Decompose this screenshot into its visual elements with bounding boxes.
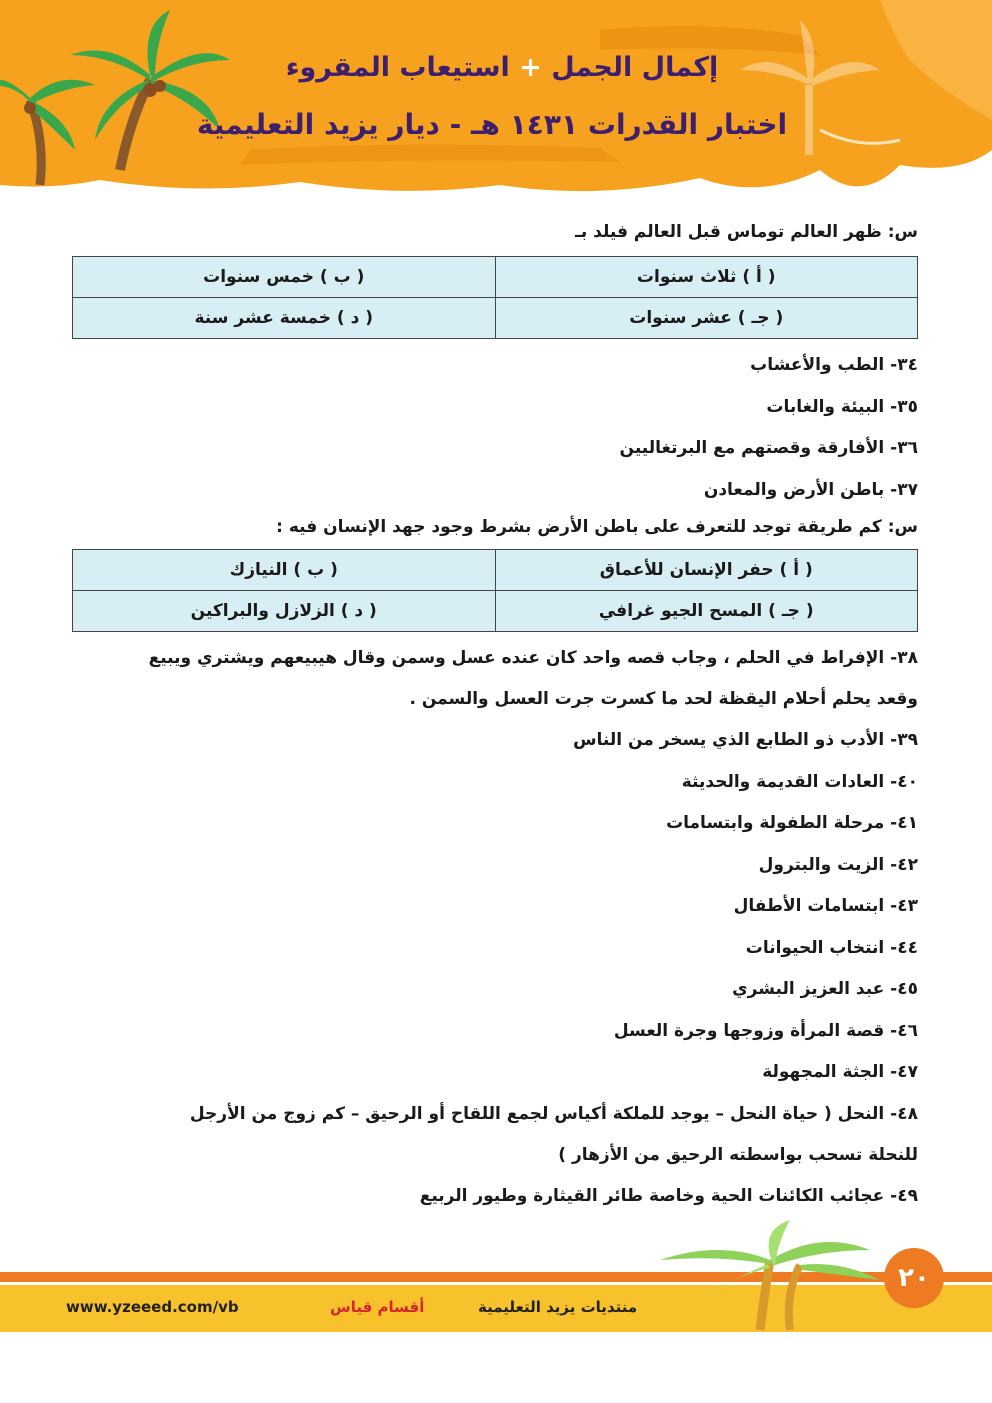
- header-banner: [0, 0, 992, 200]
- list-item: ٤٥- عبد العزيز البشري: [732, 979, 918, 999]
- footer: [0, 1220, 992, 1340]
- list-item: ٤٤- انتخاب الحيوانات: [745, 937, 918, 958]
- list-item: ٤١- مرحلة الطفولة وابتسامات: [666, 813, 918, 833]
- list-item: ٣٤- الطب والأعشاب: [750, 355, 918, 375]
- question-2: س: كم طريقة توجد للتعرف على باطن الأرض بشرط وجود جهد الإنسان فيه :: [276, 517, 918, 537]
- footer-forum-name: منتديات يزيد التعليمية: [478, 1298, 638, 1316]
- option-d: ( د ) الزلازل والبراكين: [73, 591, 496, 632]
- list-item: ٣٧- باطن الأرض والمعادن: [703, 479, 918, 500]
- footer-url[interactable]: www.yzeeed.com/vb: [66, 1298, 239, 1316]
- question-1-options: [72, 256, 918, 339]
- list-item-49: ٤٩- عجائب الكائنات الحية وخاصة طائر القيثارة وطيور الربيع: [419, 1185, 918, 1206]
- list-item: ٤٦- قصة المرأة وزوجها وجرة العسل: [613, 1020, 918, 1041]
- option-b: ( ب ) النيازك: [73, 550, 496, 591]
- option-a: ( أ ) ثلاث سنوات: [495, 257, 918, 298]
- option-a: ( أ ) حفر الإنسان للأعماق: [495, 550, 918, 591]
- option-d: ( د ) خمسة عشر سنة: [73, 298, 496, 339]
- footer-art: [0, 1220, 992, 1340]
- page-content: [72, 218, 918, 1217]
- option-b: ( ب ) خمس سنوات: [73, 257, 496, 298]
- list-item: ٣٦- الأفارقة وقصتهم مع البرتغاليين: [619, 438, 918, 458]
- list-item: ٤٣- ابتسامات الأطفال: [733, 896, 918, 916]
- footer-section-link[interactable]: أقسام قياس: [330, 1298, 425, 1316]
- list-item-38-line2: وقعد يحلم أحلام اليقظة لحد ما كسرت جرت العسل والسمن .: [409, 689, 918, 709]
- list-item-38-line1: ٣٨- الإفراط في الحلم ، وجاب قصه واحد كان عنده عسل وسمن وقال هيبيعهم ويشتري ويبيع: [148, 648, 918, 668]
- list-item: ٣٩- الأدب ذو الطابع الذي يسخر من الناس: [573, 730, 918, 750]
- page-number-badge: ٢٠: [884, 1248, 944, 1308]
- header-subtitle: اختبار القدرات ١٤٣١ هـ - ديار يزيد التعليمية: [196, 108, 788, 141]
- header-title: إكمال الجمل + استيعاب المقروء: [285, 52, 719, 83]
- option-c: ( جـ ) المسح الجيو غرافي: [495, 591, 918, 632]
- banner-art: [0, 0, 992, 200]
- list-item: ٤٢- الزيت والبترول: [758, 854, 918, 875]
- list-item-48-line1: ٤٨- النحل ( حياة النحل – يوجد للملكة أكياس لجمع اللقاح أو الرحيق – كم زوج من الأرجل: [189, 1103, 918, 1124]
- list-item: ٣٥- البيئة والغابات: [766, 396, 918, 417]
- option-c: ( جـ ) عشر سنوات: [495, 298, 918, 339]
- list-item: ٤٧- الجثة المجهولة: [762, 1062, 918, 1082]
- question-1: س: ظهر العالم توماس قبل العالم فيلد بـ: [575, 222, 918, 242]
- list-item-48-line2: للنحلة تسحب بواسطته الرحيق من الأزهار ): [558, 1144, 918, 1165]
- question-2-options: [72, 549, 918, 632]
- list-item: ٤٠- العادات القديمة والحديثة: [681, 771, 918, 792]
